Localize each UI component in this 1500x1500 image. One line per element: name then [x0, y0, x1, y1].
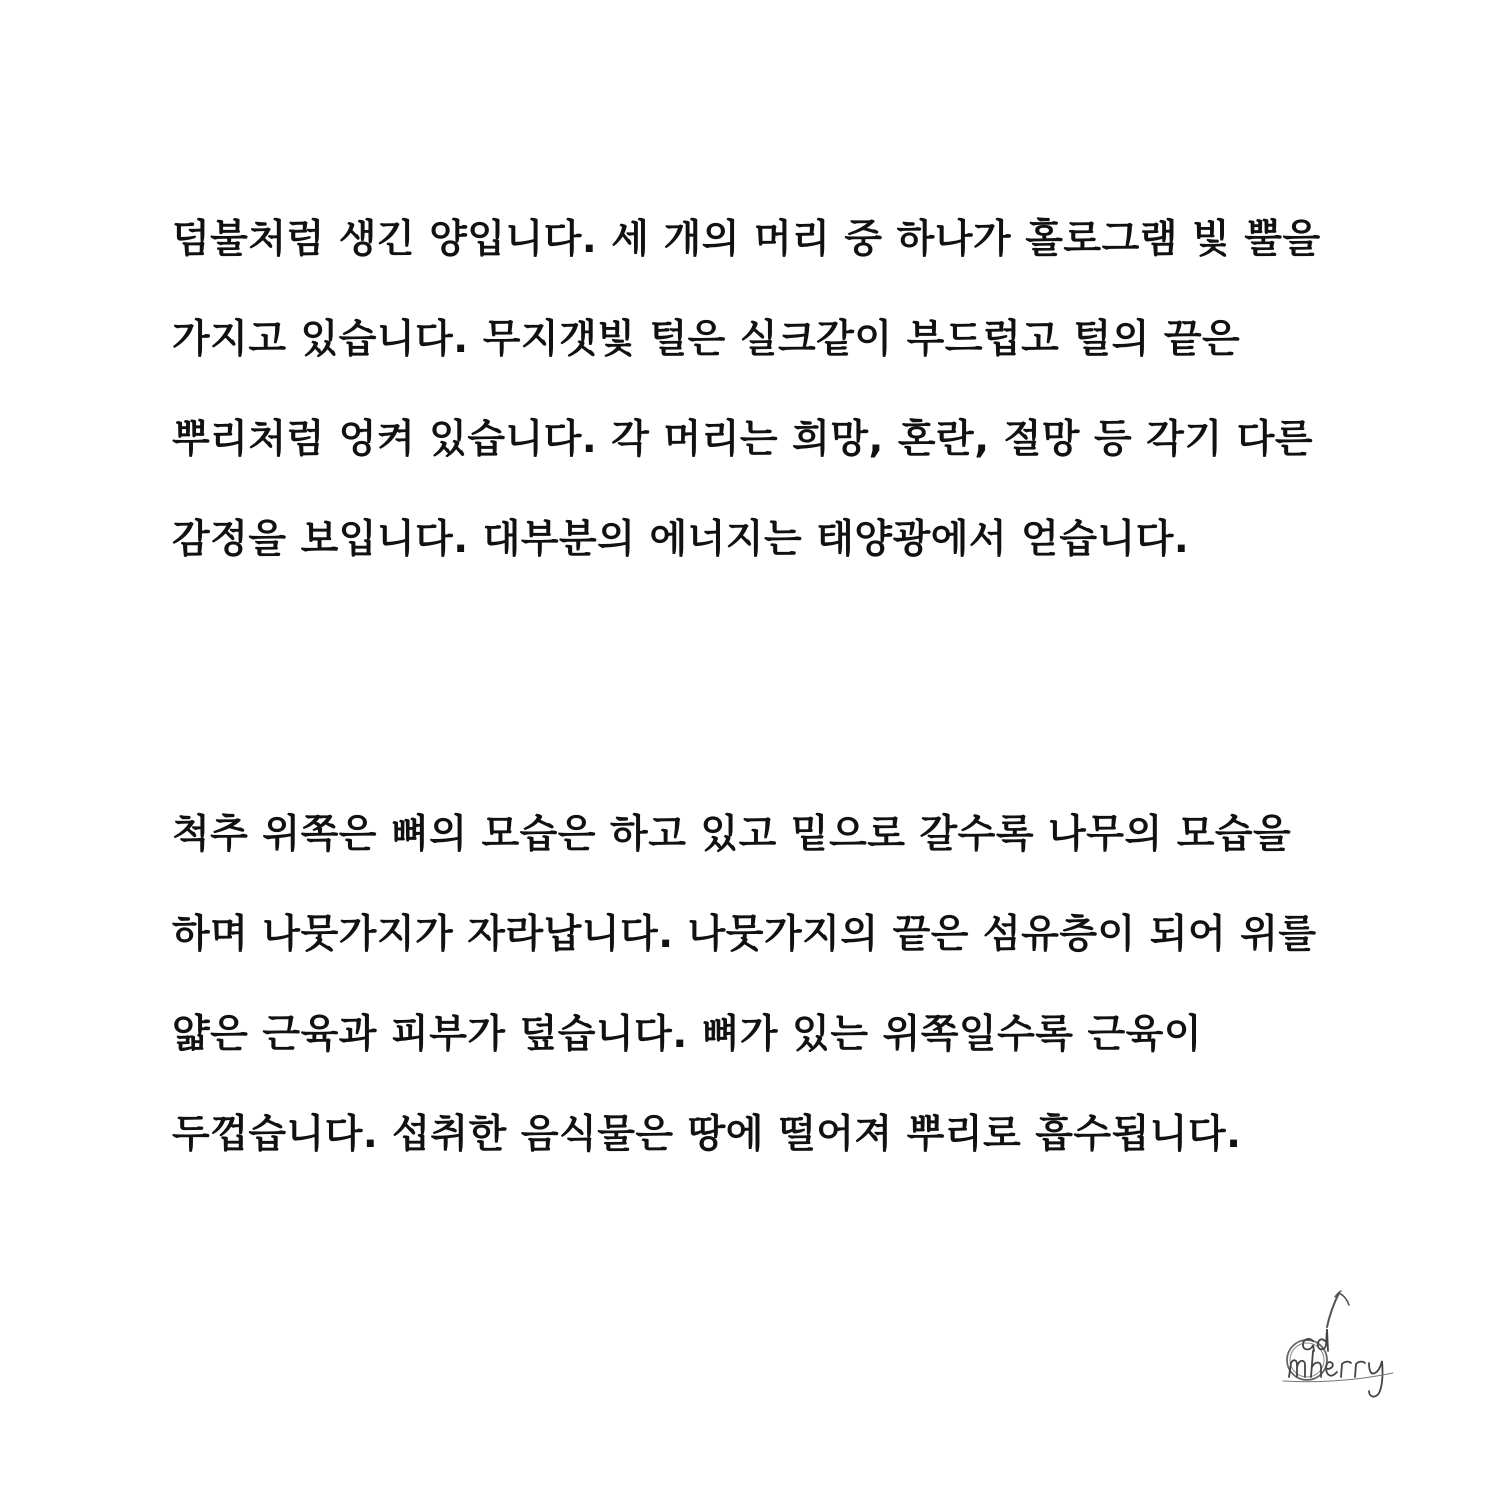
signature-logo [1275, 1285, 1410, 1405]
text-line: 가지고 있습니다. 무지갯빛 털은 실크같이 부드럽고 털의 끝은 [172, 317, 1241, 362]
signature-cherry-icon [1275, 1285, 1410, 1405]
text-line: 두껍습니다. 섭취한 음식물은 땅에 떨어져 뿌리로 흡수됩니다. [172, 1112, 1242, 1157]
text-line: 얇은 근육과 피부가 덮습니다. 뼈가 있는 위쪽일수록 근육이 [172, 1012, 1203, 1057]
description-paragraph-1 [172, 190, 1372, 590]
text-line: 하며 나뭇가지가 자라납니다. 나뭇가지의 끝은 섬유층이 되어 위를 [172, 912, 1317, 957]
text-line: 덤불처럼 생긴 양입니다. 세 개의 머리 중 하나가 홀로그램 빛 뿔을 [172, 217, 1321, 262]
text-line: 감정을 보입니다. 대부분의 에너지는 태양광에서 얻습니다. [172, 517, 1190, 562]
text-line: 척추 위쪽은 뼈의 모습은 하고 있고 밑으로 갈수록 나무의 모습을 [172, 812, 1292, 857]
description-paragraph-2 [172, 785, 1372, 1185]
text-line: 뿌리처럼 엉켜 있습니다. 각 머리는 희망, 혼란, 절망 등 각기 다른 [172, 417, 1314, 462]
